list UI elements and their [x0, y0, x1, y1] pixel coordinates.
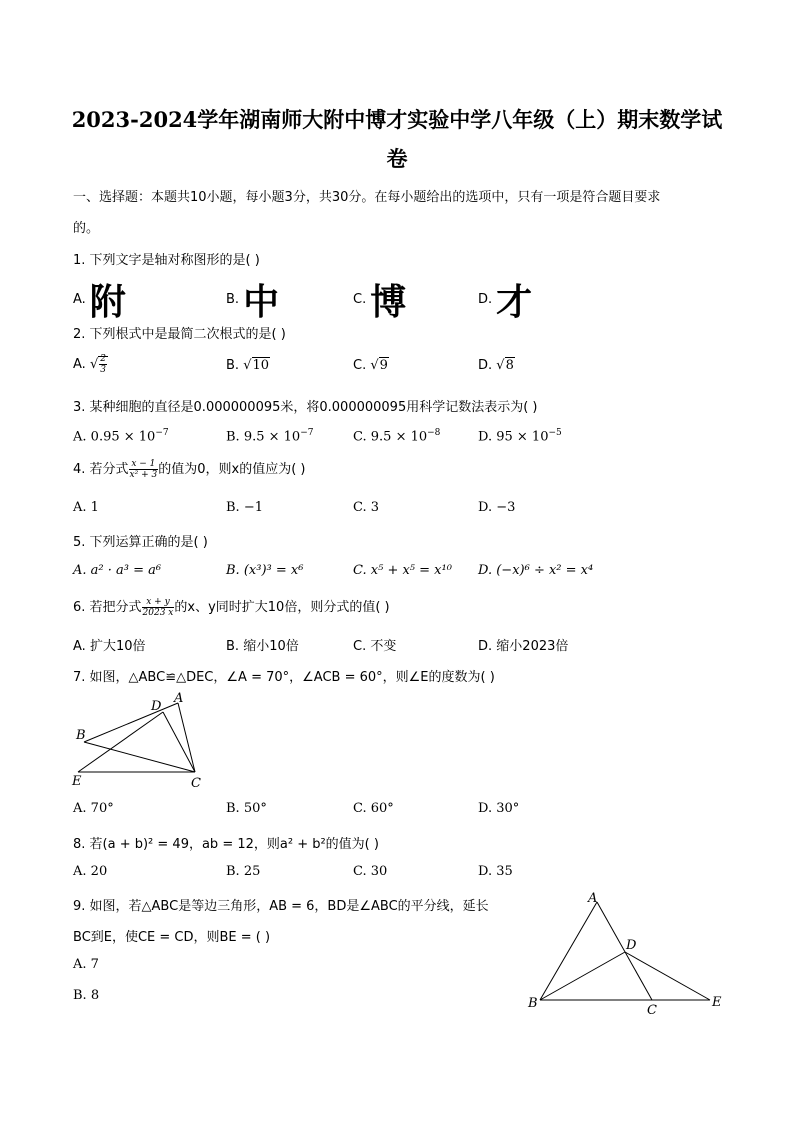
q3-option-c: C. $9.5 \times 10^{-8}$	[353, 428, 441, 445]
q3-option-b: B. $9.5 \times 10^{-7}$	[226, 428, 314, 445]
q4-option-b: B. −1	[226, 500, 263, 515]
question-4-stem: 4. 若分式 $\frac{x - 1}{\text{x² + 3}}$ 的值为0，则x的值应为( )	[73, 459, 306, 480]
question-5-stem: 5. 下列运算正确的是( )	[73, 535, 208, 550]
q9-label-d: D	[626, 938, 637, 953]
q2-option-b: B. √10	[226, 358, 270, 373]
q9-label-e: E	[712, 995, 722, 1010]
q5-option-c: C. x⁵ + x⁵ = x¹⁰	[353, 563, 452, 578]
question-2-stem: 2. 下列根式中是最简二次根式的是( )	[73, 327, 286, 342]
q7-label-c: C	[191, 776, 201, 791]
q5-option-b: B. (x³)³ = x⁶	[226, 563, 304, 578]
q8-option-d: D. 35	[478, 864, 513, 879]
q7-option-b: B. 50°	[226, 801, 267, 816]
q6-option-d: D. 缩小2023倍	[478, 639, 569, 654]
question-9-stem: 9. 如图，若△ABC是等边三角形，AB = 6，BD是∠ABC的平分线，延长	[73, 899, 489, 914]
q4-option-d: D. −3	[478, 500, 516, 515]
q1-option-c: C. 博	[353, 282, 407, 323]
question-6-stem: 6. 若把分式 $\frac{x + y}{2023 x}$ 的x、y同时扩大10倍，则分式的值( )	[73, 597, 390, 618]
q7-option-a: A. 70°	[73, 801, 114, 816]
q7-figure-lines	[78, 703, 195, 772]
q2-option-a: A. √ $\frac{2}{3}$	[73, 354, 106, 375]
question-8-stem: 8. 若(a + b)² = 49，ab = 12，则a² + b²的值为( )	[73, 837, 379, 852]
q7-figure	[70, 690, 210, 795]
q7-label-e: E	[72, 774, 82, 789]
q9-option-b: B. 8	[73, 988, 100, 1003]
q8-option-c: C. 30	[353, 864, 388, 879]
q7-label-b: B	[76, 728, 86, 743]
q1-option-a: A. 附	[73, 282, 126, 323]
q3-option-d: D. $95 \times 10^{-5}$	[478, 428, 562, 445]
q9-label-a: A	[588, 891, 598, 906]
q5-option-d: D. (−x)⁶ ÷ x² = x⁴	[478, 563, 594, 578]
exam-title-line1: 2023-2024学年湖南师大附中博才实验中学八年级（上）期末数学试	[71, 107, 723, 132]
q3-option-a: A. $0.95 \times 10^{-7}$	[73, 428, 169, 445]
q4-option-c: C. 3	[353, 500, 380, 515]
q7-label-d: D	[151, 699, 162, 714]
q6-option-c: C. 不变	[353, 639, 397, 654]
section-instructions: 一、选择题：本题共10小题，每小题3分，共30分。在每小题给出的选项中，只有一项是符合题目要求	[73, 190, 661, 205]
question-9-stem-cont: BC到E，使CE = CD，则BE = ( )	[73, 930, 271, 945]
q8-option-b: B. 25	[226, 864, 261, 879]
q7-option-c: C. 60°	[353, 801, 394, 816]
section-instructions-cont: 的。	[73, 221, 100, 236]
q6-option-a: A. 扩大10倍	[73, 639, 146, 654]
exam-title-line2: 卷	[386, 146, 408, 171]
q9-label-c: C	[647, 1003, 657, 1018]
q7-option-d: D. 30°	[478, 801, 520, 816]
q1-option-d: D. 才	[478, 282, 533, 323]
q7-label-a: A	[174, 691, 184, 706]
q9-figure	[522, 888, 728, 1018]
q1-option-b: B. 中	[226, 282, 280, 323]
q5-option-a: A. a² · a³ = a⁶	[73, 563, 162, 578]
q8-option-a: A. 20	[73, 864, 108, 879]
q9-figure-lines	[540, 902, 710, 1000]
question-3-stem: 3. 某种细胞的直径是0.000000095米，将0.000000095用科学记数法表示为( )	[73, 400, 538, 415]
q4-option-a: A. 1	[73, 500, 99, 515]
q9-label-b: B	[528, 996, 538, 1011]
q9-option-a: A. 7	[73, 957, 99, 972]
q6-option-b: B. 缩小10倍	[226, 639, 299, 654]
question-7-stem: 7. 如图，△ABC≌△DEC，∠A = 70°，∠ACB = 60°，则∠E的度数为( )	[73, 670, 495, 685]
q2-option-d: D. √8	[478, 358, 514, 373]
q2-option-c: C. √9	[353, 358, 388, 373]
question-1-stem: 1. 下列文字是轴对称图形的是( )	[73, 253, 260, 268]
